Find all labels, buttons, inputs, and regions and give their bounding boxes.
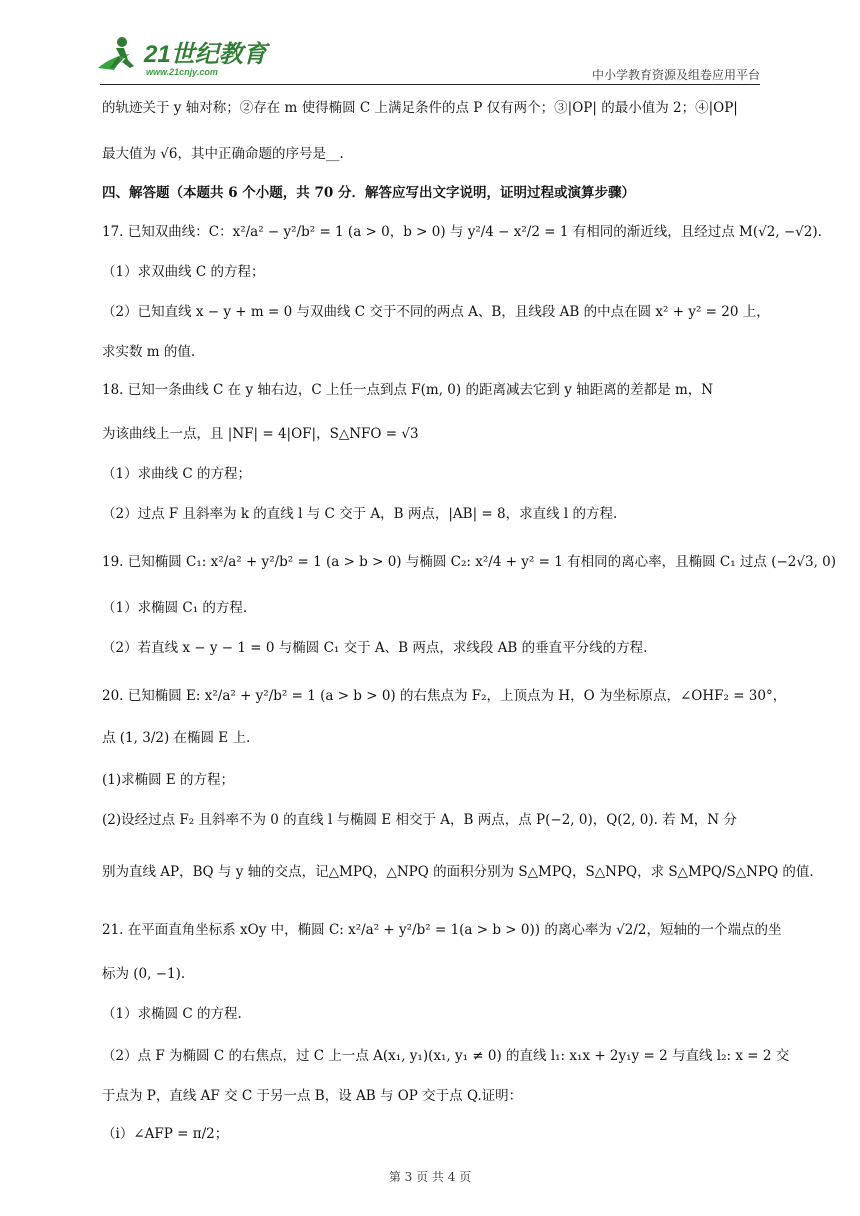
problem-20: 20. 已知椭圆 E: x²/a² + y²/b² = 1 (a > b > 0) 的右焦点为 F₂，上顶点为 H，O 为坐标原点，∠OHF₂ = 30°，	[102, 688, 787, 704]
text-line: (2)设经过点 F₂ 且斜率不为 0 的直线 l 与椭圆 E 相交于 A，B 两点，点 P(−2, 0)，Q(2, 0). 若 M，N 分	[102, 812, 737, 828]
text-line: 求实数 m 的值.	[102, 344, 196, 360]
problem-19: 19. 已知椭圆 C₁: x²/a² + y²/b² = 1 (a > b > 0) 与椭圆 C₂: x²/4 + y² = 1 有相同的离心率，且椭圆 C₁ 过点 (−2√3, 0)	[102, 554, 837, 570]
text-line: （2）点 F 为椭圆 C 的右焦点，过 C 上一点 A(x₁, y₁)(x₁, y₁ ≠ 0) 的直线 l₁: x₁x + 2y₁y = 2 与直线 l₂: x = 2 交	[102, 1048, 790, 1064]
section-heading: 四、解答题（本题共 6 个小题，共 70 分．解答应写出文字说明，证明过程或演算步骤）	[102, 185, 635, 201]
text-line: （1）求曲线 C 的方程；	[102, 466, 252, 482]
text-line: （1）求双曲线 C 的方程；	[102, 264, 265, 280]
header-rule	[100, 84, 760, 85]
text-line: （2）过点 F 且斜率为 k 的直线 l 与 C 交于 A，B 两点，|AB| = 8，求直线 l 的方程.	[102, 506, 618, 522]
text-line: 为该曲线上一点，且 |NF| = 4|OF|，S△NFO = √3	[102, 426, 419, 442]
header-platform-text: 中小学教育资源及组卷应用平台	[591, 68, 760, 82]
text-line: (1)求椭圆 E 的方程；	[102, 772, 235, 788]
text-line: （i）∠AFP = π/2；	[102, 1126, 229, 1142]
text-line: （2）若直线 x − y − 1 = 0 与椭圆 C₁ 交于 A、B 两点，求线段 AB 的垂直平分线的方程.	[102, 640, 648, 656]
page-footer: 第 3 页 共 4 页	[388, 1170, 472, 1184]
problem-21: 21. 在平面直角坐标系 xOy 中，椭圆 C: x²/a² + y²/b² = 1(a > b > 0)) 的离心率为 √2/2，短轴的一个端点的坐	[102, 922, 782, 938]
site-logo	[92, 34, 272, 80]
text-line: （1）求椭圆 C 的方程.	[102, 1006, 242, 1022]
text-line: （1）求椭圆 C₁ 的方程.	[102, 600, 248, 616]
problem-18: 18. 已知一条曲线 C 在 y 轴右边，C 上任一点到点 F(m, 0) 的距离减去它到 y 轴距离的差都是 m，N	[102, 382, 714, 398]
logo-url: www.21cnjy.com	[146, 67, 218, 77]
text-line: 标为 (0, −1).	[102, 966, 186, 982]
problem-17: 17. 已知双曲线：C：x²/a² − y²/b² = 1 (a > 0，b > 0) 与 y²/4 − x²/2 = 1 有相同的渐近线，且经过点 M(√2, −√2).	[102, 224, 822, 240]
runner-icon	[98, 37, 134, 70]
logo-wordmark: 21世纪教育	[144, 41, 267, 68]
text-line: （2）已知直线 x − y + m = 0 与双曲线 C 交于不同的两点 A、B，且线段 AB 的中点在圆 x² + y² = 20 上，	[102, 304, 770, 320]
text-line: 最大值为 √6，其中正确命题的序号是__.	[102, 146, 344, 162]
text-line: 点 (1, 3/2) 在椭圆 E 上.	[102, 730, 251, 746]
text-line: 的轨迹关于 y 轴对称；②存在 m 使得椭圆 C 上满足条件的点 P 仅有两个；③|OP| 的最小值为 2；④|OP|	[102, 100, 738, 116]
text-line: 于点为 P，直线 AF 交 C 于另一点 B，设 AB 与 OP 交于点 Q.证明：	[102, 1088, 523, 1104]
text-line: 别为直线 AP，BQ 与 y 轴的交点，记△MPQ，△NPQ 的面积分别为 S△MPQ，S△NPQ，求 S△MPQ/S△NPQ 的值.	[102, 864, 814, 880]
